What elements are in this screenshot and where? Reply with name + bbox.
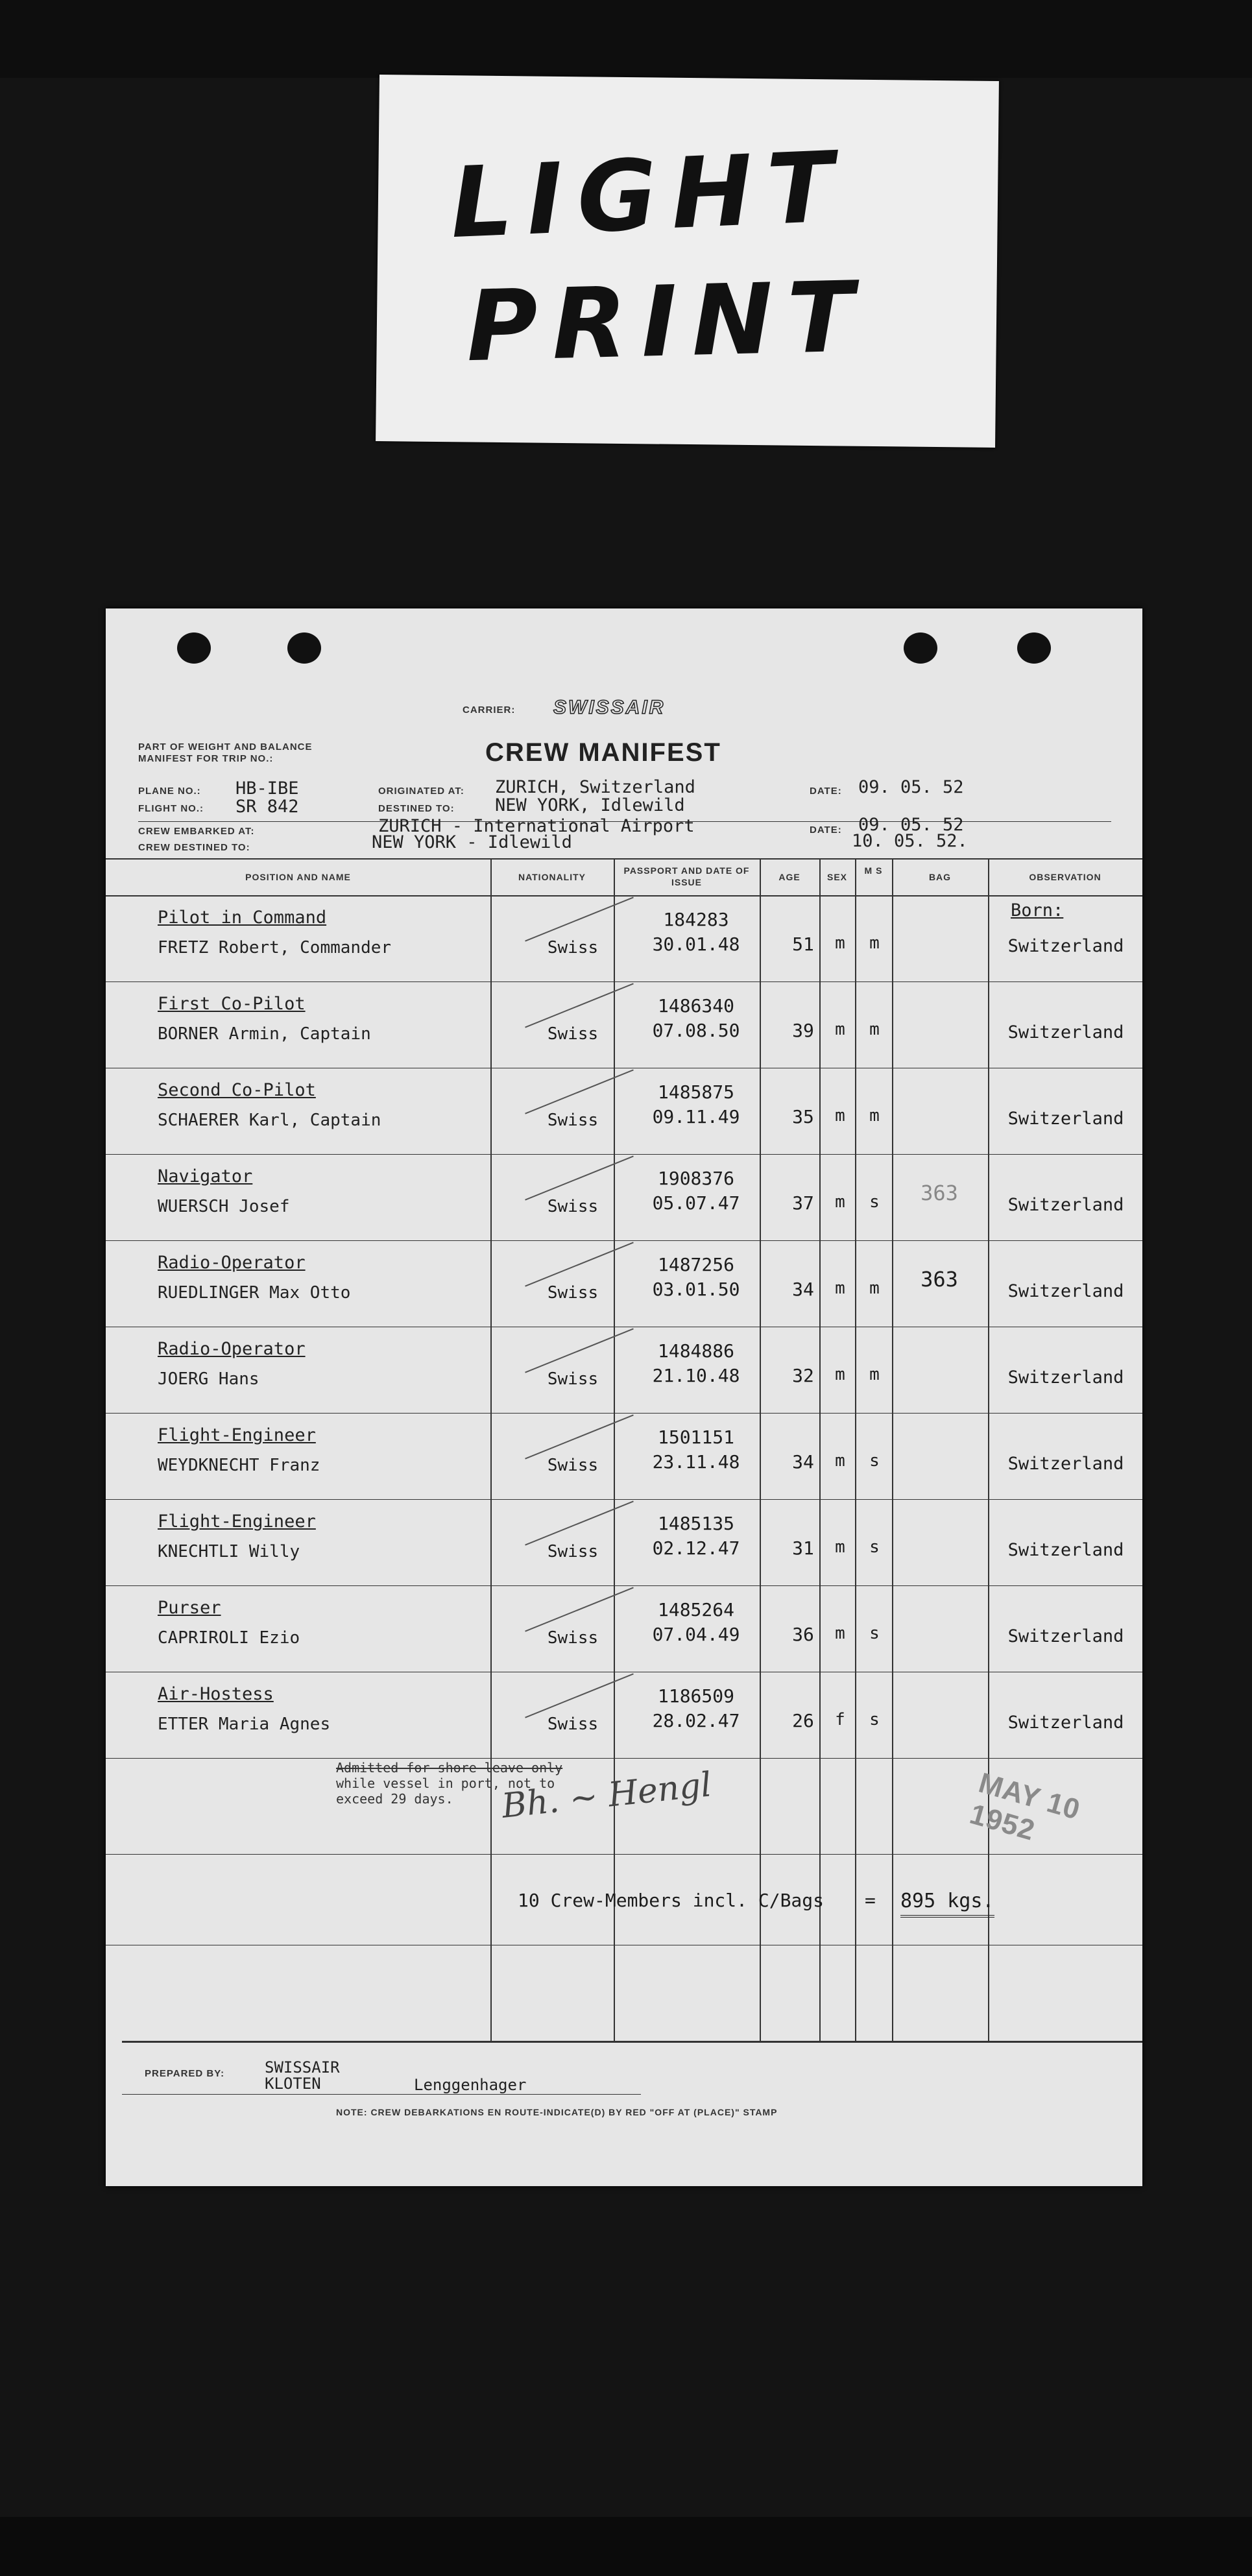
date2b-value: 10. 05. 52.	[852, 831, 968, 851]
crew-marital-status: s	[869, 1192, 880, 1212]
crew-passport	[625, 1253, 767, 1302]
crew-nationality: Swiss	[547, 938, 599, 957]
col-header-age: AGE	[778, 872, 801, 882]
signatory: Lenggenhager	[414, 2076, 527, 2094]
table-row	[106, 1068, 1142, 1155]
crew-bag: 363	[921, 1181, 958, 1205]
punch-hole	[177, 632, 211, 664]
crew-position: Radio-Operator	[158, 1253, 306, 1273]
crew-name: CAPRIROLI Ezio	[158, 1628, 300, 1648]
check-mark	[525, 1587, 634, 1631]
crew-position: Second Co-Pilot	[158, 1080, 316, 1100]
crew-bag: 363	[921, 1267, 958, 1292]
divider	[106, 1854, 1142, 1855]
handwritten-signature: Bh. ~ Hengl	[500, 1765, 714, 1826]
date-value: 09. 05. 52	[858, 777, 964, 797]
scan-frame-bottom	[0, 2517, 1252, 2576]
crew-passport	[625, 1166, 767, 1216]
manifest-note: PART OF WEIGHT AND BALANCE MANIFEST FOR TRIP NO.:	[138, 741, 313, 764]
crew-age: 34	[792, 1279, 814, 1300]
crew-marital-status: m	[869, 1020, 880, 1039]
crew-sex: m	[835, 1451, 845, 1471]
crew-observation: Switzerland	[1007, 936, 1124, 956]
crew-nationality: Swiss	[547, 1283, 599, 1303]
col-header-bag: BAG	[928, 872, 952, 882]
table-top-rule	[106, 858, 1142, 860]
admitted-note-line-1: Admitted for shore leave only	[336, 1760, 563, 1776]
check-mark	[525, 1500, 634, 1545]
crew-name: WEYDKNECHT Franz	[158, 1456, 320, 1475]
date2-label: DATE:	[810, 825, 842, 836]
prepared-line-1: SWISSAIR	[265, 2058, 340, 2076]
col-header-observation: OBSERVATION	[1029, 872, 1102, 882]
page-title: CREW MANIFEST	[485, 738, 721, 767]
crew-sex: m	[835, 1192, 845, 1212]
crew-name: KNECHTLI Willy	[158, 1542, 300, 1561]
date2a-value: 09. 05. 52	[858, 815, 964, 835]
crew-marital-status: m	[869, 1365, 880, 1384]
table-row	[106, 1672, 1142, 1759]
date-label: DATE:	[810, 786, 842, 797]
embarked-label: CREW EMBARKED AT:	[138, 826, 255, 837]
crew-name: ETTER Maria Agnes	[158, 1715, 331, 1734]
table-row	[106, 1500, 1142, 1586]
table-row	[106, 1241, 1142, 1327]
crew-passport	[625, 1511, 767, 1561]
crew-destined-label: CREW DESTINED TO:	[138, 842, 250, 853]
crew-nationality: Swiss	[547, 1197, 599, 1216]
passport-issue-date: 30.01.48	[652, 933, 740, 955]
crew-age: 32	[792, 1365, 814, 1386]
check-mark	[525, 1414, 634, 1459]
destined-label: DESTINED TO:	[378, 803, 455, 814]
crew-name: BORNER Armin, Captain	[158, 1024, 371, 1044]
prepared-label: PREPARED BY:	[145, 2068, 225, 2079]
table-row	[106, 896, 1142, 982]
crew-passport	[625, 1598, 767, 1647]
table-row	[106, 1586, 1142, 1672]
check-mark	[525, 1242, 634, 1286]
total-weight: 895 kgs.	[900, 1890, 994, 1918]
table-row	[106, 1327, 1142, 1414]
crew-sex: m	[835, 1106, 845, 1125]
crew-nationality: Swiss	[547, 1024, 599, 1044]
crew-sex: m	[835, 1365, 845, 1384]
passport-issue-date: 21.10.48	[652, 1365, 740, 1386]
crew-nationality: Swiss	[547, 1456, 599, 1475]
crew-observation: Switzerland	[1007, 1626, 1124, 1646]
crew-position: Flight-Engineer	[158, 1511, 316, 1532]
embarked-value: ZURICH - International Airport	[378, 816, 695, 836]
check-mark	[525, 1155, 634, 1200]
crew-marital-status: s	[869, 1537, 880, 1557]
crew-nationality: Swiss	[547, 1542, 599, 1561]
originated-label: ORIGINATED AT:	[378, 786, 464, 797]
crew-marital-status: s	[869, 1710, 880, 1729]
crew-observation: Switzerland	[1007, 1195, 1124, 1215]
crew-age: 51	[792, 933, 814, 955]
crew-position: Flight-Engineer	[158, 1425, 316, 1445]
passport-number: 1485264	[657, 1599, 734, 1620]
crew-position: First Co-Pilot	[158, 994, 306, 1014]
col-header-position: POSITION AND NAME	[245, 872, 351, 882]
crew-observation: Switzerland	[1007, 1367, 1124, 1388]
card-line-1: LIGHT	[448, 130, 850, 261]
admitted-note-line-2: while vessel in port, not to	[336, 1776, 555, 1791]
crew-position: Navigator	[158, 1166, 253, 1186]
check-mark	[525, 1673, 634, 1718]
crew-summary: 10 Crew-Members incl. C/Bags	[518, 1890, 825, 1911]
crew-marital-status: s	[869, 1451, 880, 1471]
crew-name: SCHAERER Karl, Captain	[158, 1111, 381, 1130]
passport-issue-date: 02.12.47	[652, 1537, 740, 1559]
passport-number: 1487256	[657, 1254, 734, 1275]
passport-number: 1186509	[657, 1685, 734, 1707]
crew-marital-status: s	[869, 1624, 880, 1643]
check-mark	[525, 1069, 634, 1114]
table-bottom-rule	[122, 2041, 1142, 2043]
summary-equals: =	[865, 1890, 876, 1911]
passport-number: 1485875	[657, 1081, 734, 1103]
crew-marital-status: m	[869, 933, 880, 953]
punch-hole	[1017, 632, 1051, 664]
crew-age: 36	[792, 1624, 814, 1645]
crew-observation: Switzerland	[1007, 1713, 1124, 1733]
footer-note: NOTE: CREW DEBARKATIONS EN ROUTE-INDICATE(D) BY RED "OFF AT (PLACE)" STAMP	[336, 2107, 778, 2117]
table-row	[106, 982, 1142, 1068]
col-header-sex: SEX	[826, 872, 847, 882]
crew-marital-status: m	[869, 1279, 880, 1298]
crew-nationality: Swiss	[547, 1111, 599, 1130]
passport-number: 1485135	[657, 1513, 734, 1534]
passport-issue-date: 07.04.49	[652, 1624, 740, 1645]
crew-nationality: Swiss	[547, 1715, 599, 1734]
passport-issue-date: 28.02.47	[652, 1710, 740, 1731]
crew-destined-value: NEW YORK - Idlewild	[372, 832, 572, 852]
crew-passport	[625, 1339, 767, 1388]
crew-age: 26	[792, 1710, 814, 1731]
crew-observation: Switzerland	[1007, 1109, 1124, 1129]
crew-observation: Switzerland	[1007, 1022, 1124, 1042]
crew-sex: m	[835, 933, 845, 953]
crew-age: 37	[792, 1192, 814, 1214]
admitted-note-line-3: exceed 29 days.	[336, 1791, 453, 1807]
passport-number: 1484886	[657, 1340, 734, 1362]
crew-passport	[625, 908, 767, 957]
crew-passport	[625, 1684, 767, 1733]
flight-label: FLIGHT NO.:	[138, 803, 204, 814]
plane-label: PLANE NO.:	[138, 786, 201, 797]
plane-no: HB-IBE	[235, 778, 299, 799]
crew-sex: m	[835, 1537, 845, 1557]
born-label: Born:	[1011, 900, 1064, 921]
table-row	[106, 1155, 1142, 1241]
crew-name: JOERG Hans	[158, 1369, 259, 1389]
crew-passport	[625, 994, 767, 1043]
crew-observation: Switzerland	[1007, 1454, 1124, 1474]
crew-position: Air-Hostess	[158, 1684, 274, 1704]
crew-name: FRETZ Robert, Commander	[158, 938, 392, 957]
crew-name: RUEDLINGER Max Otto	[158, 1283, 351, 1303]
passport-number: 1486340	[657, 995, 734, 1017]
crew-sex: m	[835, 1279, 845, 1298]
scan-frame-top	[0, 0, 1252, 78]
passport-issue-date: 05.07.47	[652, 1192, 740, 1214]
check-mark	[525, 897, 634, 941]
crew-name: WUERSCH Josef	[158, 1197, 290, 1216]
handwritten-card	[376, 75, 999, 448]
crew-sex: m	[835, 1624, 845, 1643]
passport-issue-date: 23.11.48	[652, 1451, 740, 1473]
destined-value: NEW YORK, Idlewild	[495, 795, 685, 815]
crew-observation: Switzerland	[1007, 1281, 1124, 1301]
passport-issue-date: 09.11.49	[652, 1106, 740, 1127]
card-line-2: PRINT	[464, 261, 870, 384]
check-mark	[525, 983, 634, 1028]
crew-position: Radio-Operator	[158, 1339, 306, 1359]
crew-nationality: Swiss	[547, 1369, 599, 1389]
crew-passport	[625, 1080, 767, 1129]
crew-age: 34	[792, 1451, 814, 1473]
crew-manifest-sheet	[106, 608, 1142, 2186]
crew-marital-status: m	[869, 1106, 880, 1125]
crew-age: 35	[792, 1106, 814, 1127]
crew-nationality: Swiss	[547, 1628, 599, 1648]
crew-position: Purser	[158, 1598, 221, 1618]
prepared-line-2: KLOTEN	[265, 2075, 321, 2093]
signature-line	[122, 2094, 641, 2095]
row-divider	[106, 1758, 1142, 1759]
col-header-nationality: NATIONALITY	[518, 872, 586, 882]
passport-issue-date: 07.08.50	[652, 1020, 740, 1041]
crew-passport	[625, 1425, 767, 1475]
punch-hole	[904, 632, 937, 664]
crew-observation: Switzerland	[1007, 1540, 1124, 1560]
passport-number: 184283	[663, 909, 729, 930]
crew-sex: m	[835, 1020, 845, 1039]
date-stamp: MAY 10 1952	[966, 1766, 1084, 1847]
crew-sex: f	[835, 1710, 845, 1729]
check-mark	[525, 1328, 634, 1373]
crew-age: 39	[792, 1020, 814, 1041]
col-header-passport: PASSPORT AND DATE OF ISSUE	[623, 865, 750, 887]
punch-hole	[287, 632, 321, 664]
passport-issue-date: 03.01.50	[652, 1279, 740, 1300]
originated-value: ZURICH, Switzerland	[495, 777, 695, 797]
carrier-label: CARRIER:	[463, 704, 516, 716]
passport-number: 1908376	[657, 1168, 734, 1189]
table-row	[106, 1414, 1142, 1500]
crew-position: Pilot in Command	[158, 908, 327, 928]
flight-no: SR 842	[235, 797, 299, 817]
col-header-ms: M S	[864, 865, 883, 876]
crew-age: 31	[792, 1537, 814, 1559]
passport-number: 1501151	[657, 1426, 734, 1448]
carrier-logo: SWISSAIR	[553, 697, 666, 718]
